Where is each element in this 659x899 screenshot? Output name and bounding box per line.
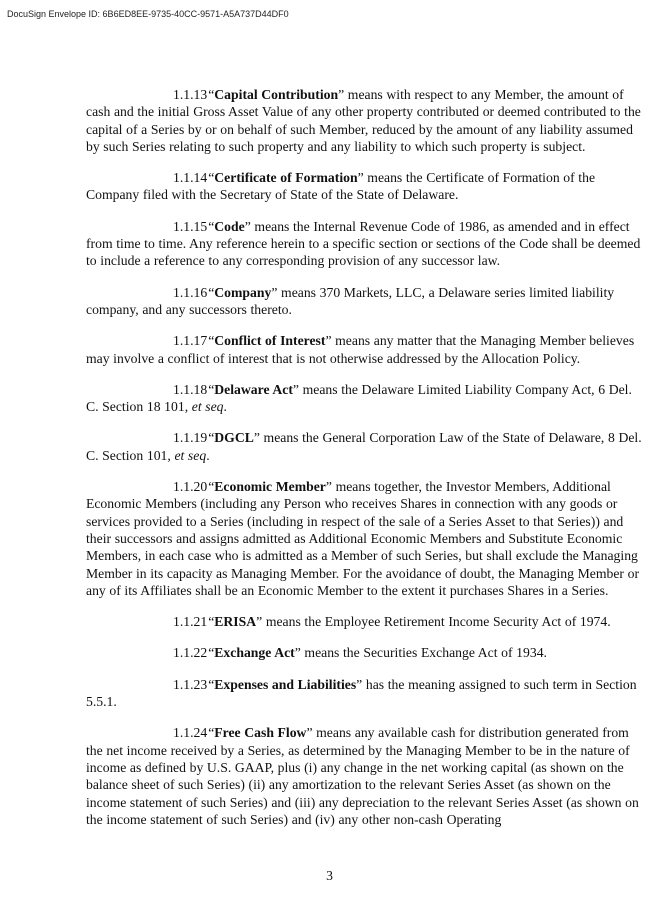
- definition-text: means with respect to any Member, the amount of cash and the initial Gross Asset Value of any other property contributed or deemed contributed to the capital of a Series by or on behalf of such Member, reduced by the amount of any liability assumed by such Series relating to such property and any liability to which such property is subject.: [86, 87, 641, 154]
- defined-term: Certificate of Formation: [214, 170, 358, 186]
- defined-term: ERISA: [214, 614, 257, 630]
- definition-text: means the Certificate of Formation of the Company filed with the Secretary of State of the State of Delaware.: [86, 170, 596, 203]
- definition-number: 1.1.14: [173, 170, 208, 186]
- definition-number: 1.1.24: [173, 725, 208, 741]
- definition-paragraph: 1.1.14“Certificate of Formation” means the Certificate of Formation of the Company filed with the Secretary of State of the State of Delaware.: [86, 170, 596, 203]
- definition-paragraph: 1.1.19“DGCL” means the General Corporation Law of the State of Delaware, 8 Del. C. Section 101, et seq.: [86, 430, 642, 463]
- definition-number: 1.1.18: [173, 381, 208, 397]
- definition-number: 1.1.22: [173, 645, 208, 661]
- defined-term: Company: [214, 284, 272, 300]
- definition-number: 1.1.15: [173, 218, 208, 234]
- defined-term: Free Cash Flow: [214, 725, 307, 741]
- definition-number: 1.1.16: [173, 284, 208, 300]
- definition-text: means the General Corporation Law of the State of Delaware, 8 Del. C. Section 101,: [86, 430, 642, 463]
- definition-paragraph: 1.1.23“Expenses and Liabilities” has the meaning assigned to such term in Section 5.5.1.: [86, 676, 637, 710]
- definition-paragraph: 1.1.20“Economic Member” means together, the Investor Members, Additional Economic Members (including any Person who receives Shares in connection with any goods or services provided to a Series (including in respect of the sale of a Series Asset to that Series)) and their successors and assigns admitted as Additional Economic Members and Substitute Economic Members, in each case who is admitted as a Member of such Series, but shall exclude the Managing Member in its capacity as Managing Member. For the avoidance of doubt, the Managing Member or any of its Affiliates shall be an Economic Member to the extent it purchases Shares in a Series.: [86, 479, 640, 598]
- definition-paragraph: 1.1.17“Conflict of Interest” means any matter that the Managing Member believes may involve a conflict of interest that is not otherwise addressed by the Allocation Policy.: [86, 333, 635, 366]
- defined-term: Exchange Act: [214, 645, 295, 661]
- definition-text: has the meaning assigned to such term in Section 5.5.1.: [86, 676, 637, 710]
- defined-term: Conflict of Interest: [214, 333, 326, 349]
- definition-number: 1.1.19: [173, 430, 208, 446]
- definition-paragraph: 1.1.15“Code” means the Internal Revenue Code of 1986, as amended and in effect from time to time. Any reference herein to a specific section or sections of the Code shall be deemed to include a reference to any corresponding provision of any successor law.: [86, 218, 641, 269]
- defined-term: Expenses and Liabilities: [214, 676, 357, 692]
- definition-text: means the Securities Exchange Act of 1934.: [300, 645, 547, 661]
- defined-term: DGCL: [214, 430, 254, 446]
- definition-text: means the Internal Revenue Code of 1986, as amended and in effect from time to time. Any reference herein to a specific section or sections of the Code shall be deemed to include a reference to any corresponding provision of any successor law.: [86, 218, 641, 269]
- latin-abbreviation: et seq: [191, 399, 224, 415]
- definition-text: means the Employee Retirement Income Security Act of 1974.: [262, 614, 611, 630]
- latin-abbreviation: et seq: [174, 447, 207, 463]
- defined-term: Code: [214, 218, 245, 234]
- definition-suffix: .: [206, 447, 210, 463]
- docusign-envelope-id: DocuSign Envelope ID: 6B6ED8EE-9735-40CC-9571-A5A737D44DF0: [7, 9, 289, 19]
- definition-number: 1.1.23: [173, 676, 208, 692]
- definition-number: 1.1.21: [173, 614, 208, 630]
- definition-text: means together, the Investor Members, Additional Economic Members (including any Person who receives Shares in connection with any goods or services provided to a Series (including in respect of the sale of a Series Asset to that Series)) and their successors and assigns admitted as Additional Economic Members and Substitute Economic Members, in each case who is admitted as a Member of such Series, but shall exclude the Managing Member in its capacity as Managing Member. For the avoidance of doubt, the Managing Member or any of its Affiliates shall be an Economic Member to the extent it purchases Shares in a Series.: [86, 479, 640, 598]
- defined-term: Economic Member: [214, 479, 326, 495]
- defined-term: Capital Contribution: [214, 87, 339, 102]
- definition-number: 1.1.17: [173, 333, 208, 349]
- definition-paragraph: 1.1.24“Free Cash Flow” means any available cash for distribution generated from the net income received by a Series, as determined by the Managing Member to be in the nature of income as defined by U.S. GAAP, plus (i) any change in the net working capital (as shown on the balance sheet of such Series) (ii) any amortization to the relevant Series Asset (as shown on the income statement of such Series) and (iii) any depreciation to the relevant Series Asset (as shown on the income statement of such Series) and (iv) any other non-cash Operating: [86, 725, 639, 827]
- definition-paragraph: 1.1.16“Company” means 370 Markets, LLC, a Delaware series limited liability company, and any successors thereto.: [86, 284, 615, 317]
- definition-text: means the Delaware Limited Liability Company Act, 6 Del. C. Section 18 101,: [86, 381, 632, 415]
- definition-text: means any available cash for distribution generated from the net income received by a Series, as determined by the Managing Member to be in the nature of income as defined by U.S. GAAP, plus (i) any change in the net working capital (as shown on the balance sheet of such Series) (ii) any amortization to the relevant Series Asset (as shown on the income statement of such Series) and (iii) any depreciation to the relevant Series Asset (as shown on the income statement of such Series) and (iv) any other non-cash Operating: [86, 725, 639, 827]
- page-number: 3: [326, 868, 333, 883]
- definition-paragraph: 1.1.22“Exchange Act” means the Securities Exchange Act of 1934.: [173, 645, 547, 661]
- definition-paragraph: 1.1.18“Delaware Act” means the Delaware Limited Liability Company Act, 6 Del. C. Section 18 101, et seq.: [86, 381, 632, 415]
- definition-suffix: .: [223, 399, 227, 415]
- definition-text: means any matter that the Managing Member believes may involve a conflict of interest that is not otherwise addressed by the Allocation Policy.: [86, 333, 635, 366]
- definition-paragraph: 1.1.13“Capital Contribution” means with respect to any Member, the amount of cash and the initial Gross Asset Value of any other property contributed or deemed contributed to the capital of a Series by or on behalf of such Member, reduced by the amount of any liability assumed by such Series relating to such property and any liability to which such property is subject.: [86, 87, 641, 154]
- definition-text: means 370 Markets, LLC, a Delaware series limited liability company, and any successors thereto.: [86, 284, 615, 317]
- definition-number: 1.1.13: [173, 87, 208, 102]
- defined-term: Delaware Act: [214, 381, 293, 397]
- definition-number: 1.1.20: [173, 479, 208, 495]
- definitions-section: [86, 86, 642, 828]
- definition-paragraph: 1.1.21“ERISA” means the Employee Retirement Income Security Act of 1974.: [173, 614, 611, 630]
